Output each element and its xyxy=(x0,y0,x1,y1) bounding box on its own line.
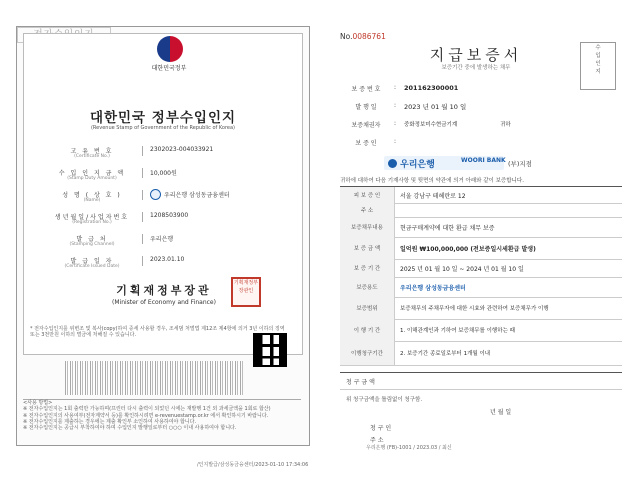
field-sublabel: (Name) xyxy=(83,198,101,203)
table-value: 서울 강남구 테헤란로 12 xyxy=(400,193,466,200)
claim-note: 위 청구금액을 틀림없이 청구함. xyxy=(346,397,423,403)
guarantee-subtitle: 보증기간 중에 발생하는 채무 xyxy=(441,65,511,71)
field-value: 1208503900 xyxy=(150,212,189,219)
divider xyxy=(142,212,143,222)
colon: : xyxy=(394,138,397,145)
usage-instructions xyxy=(23,399,301,440)
table-label: 보증범위 xyxy=(340,297,395,319)
branch-note: (부)지점 xyxy=(508,160,532,168)
field-registration-no xyxy=(46,210,286,228)
field-label: 수 입 인 지 금 액 xyxy=(58,170,126,177)
divider xyxy=(142,256,143,266)
field-stamp-amount xyxy=(46,166,286,184)
table-row xyxy=(340,319,622,342)
field-name xyxy=(46,188,286,206)
field-issued-date xyxy=(46,254,286,272)
revenue-stamp-document xyxy=(16,26,310,468)
claim-header: 청 구 금 액 xyxy=(346,379,375,386)
table-row xyxy=(340,297,622,320)
doc-no-value: 0086761 xyxy=(352,32,386,41)
field-value: 2023.01.10 xyxy=(150,256,185,263)
claim-section xyxy=(340,372,622,455)
usage-line: ※ 전자수입인지의 사용여부(전자계약서 등)를 확인하시려면 e-revenuestamp.or.kr 에서 확인하시기 바랍니다. xyxy=(23,412,269,419)
revenue-stamp-box xyxy=(580,42,616,90)
bank-mark-icon xyxy=(150,189,161,200)
row-extra: 귀하 xyxy=(500,122,511,128)
field-label: 발 급 처 xyxy=(76,236,108,243)
table-row xyxy=(340,217,622,238)
field-sublabel: (Stamp Duty Amount) xyxy=(67,176,117,181)
table-label: 이행청구기간 xyxy=(340,341,395,365)
government-emblem-icon xyxy=(157,36,183,62)
ministry-name: 기획재정부장관 xyxy=(116,284,212,297)
field-value: 2302023-004033921 xyxy=(150,146,214,153)
table-value: 1. 이해관계인과 기하여 보증채무를 이행하는 때 xyxy=(400,328,515,334)
bank-name-en: WOORI BANK xyxy=(461,157,506,164)
claim-address-label: 주 소 xyxy=(370,437,384,444)
table-row xyxy=(340,187,622,204)
divider xyxy=(142,146,143,156)
table-label: 보증용도 xyxy=(340,277,395,297)
table-label: 보 증 기 간 xyxy=(340,259,395,277)
field-sublabel: (Certificate No.) xyxy=(74,154,110,159)
usage-title: <사용 방법> xyxy=(23,400,53,406)
usage-line: ※ 전자수입인지를 제출하는 경우에는 제출 확인부 소인하여 사용하여야 합니다. xyxy=(23,418,197,425)
divider xyxy=(142,234,143,244)
row-label: 보 증 인 xyxy=(355,140,377,147)
field-value: 우리은행 삼성동금융센터 xyxy=(164,192,230,199)
table-label: 주 소 xyxy=(340,203,395,217)
document-number xyxy=(340,32,386,41)
table-value: 2025 년 01 월 10 일 ~ 2024 년 01 월 10 일 xyxy=(400,266,524,273)
table-row xyxy=(340,341,622,366)
print-footer: /인지발급/삼성동금융센터/2023-01-10 17:34:06 xyxy=(197,462,309,468)
notice-line: 또는 3천만원 이하의 벌금에 처해질 수 있습니다. xyxy=(30,332,137,339)
table-label: 피 보 증 인 xyxy=(340,187,395,203)
ministry-name-en: (Minister of Economy and Finance) xyxy=(112,299,216,306)
claim-name-label: 청 구 인 xyxy=(370,425,392,432)
stamp-box-char: 인 xyxy=(595,61,601,67)
row-label: 보 증 번 호 xyxy=(351,86,381,93)
field-label: 발 급 일 자 xyxy=(70,258,114,265)
field-certificate-no xyxy=(46,144,286,162)
divider xyxy=(340,389,622,390)
colon: : xyxy=(394,120,397,127)
field-label: 고 유 번 호 xyxy=(70,148,114,155)
row-label: 발 행 일 xyxy=(355,104,377,111)
table-value: 2. 보증기간 종료일로부터 1개월 이내 xyxy=(400,351,491,357)
official-seal: 기획재정부장관인 xyxy=(231,277,261,307)
table-row xyxy=(340,277,622,298)
stamp-box-char: 지 xyxy=(595,69,601,75)
notice-line: * 전자수입인지를 위변조 및 복사(copy)하여 증세 사용할 경우, 조세범 처벌법 제12조 제4항에 의거 3년 이하의 징역 xyxy=(30,326,285,332)
field-sublabel: (Certificate Issued Date) xyxy=(64,264,120,269)
field-value: 우리은행 xyxy=(150,236,174,243)
row-value: 2023 년 01 월 10 일 xyxy=(404,103,467,111)
claim-date: 년 월 일 xyxy=(490,409,512,416)
field-value: 10,000원 xyxy=(150,170,177,177)
form-footer: 우리은행 (FB)-1001 / 2023.03 / 최신 xyxy=(366,445,452,451)
stamp-box-char: 입 xyxy=(595,53,601,59)
payment-guarantee-document xyxy=(326,26,626,456)
divider xyxy=(142,190,143,200)
table-value: 보증채무의 주채무자에 대한 시효와 관련하여 보증채무가 이행 xyxy=(400,306,549,312)
usage-line: ※ 전자수입인지는 공급시 부착하여야 하며 수입인지 발행일로부터 ○○○ 이내 사용하여야 합니다. xyxy=(23,425,237,431)
field-label: 성 명 ( 상 호 ) xyxy=(62,192,122,199)
table-row xyxy=(340,237,622,260)
field-label: 생년월일/사업자번호 xyxy=(54,214,130,221)
table-value: 현금구매계약에 대한 환급 채무 보증 xyxy=(400,225,495,232)
row-label: 보증채권자 xyxy=(351,122,381,129)
field-sublabel: (Registration No.) xyxy=(72,220,112,225)
page-subtitle: (Revenue Stamp of Government of the Republic of Korea) xyxy=(90,125,236,131)
table-row xyxy=(340,259,622,278)
field-sublabel: (Stamping Channel) xyxy=(69,242,115,247)
row-value: 201162300001 xyxy=(404,84,459,92)
qr-code xyxy=(253,333,287,367)
security-pattern xyxy=(65,361,243,395)
guarantee-preamble: 귀하에 대하여 다음 기재사항 및 뒷면의 약관에 의거 아래와 같이 보증합니다. xyxy=(340,178,524,184)
emblem-caption: 대한민국정부 xyxy=(151,65,187,72)
colon: : xyxy=(394,84,397,91)
table-label: 이 행 기 간 xyxy=(340,319,395,341)
guarantee-table xyxy=(340,186,622,367)
field-stamping-channel xyxy=(46,232,286,250)
table-value: 일억원 ₩100,000,000 (전보증일시세환급 발생) xyxy=(400,246,536,253)
table-value: 우리은행 삼성동금융센터 xyxy=(400,285,466,292)
row-value: 중화정보미수현금기계 xyxy=(404,122,458,128)
table-label: 보증채무내용 xyxy=(340,217,395,237)
colon: : xyxy=(394,102,397,109)
guarantee-title: 지급보증서 xyxy=(429,46,523,64)
bank-logo-icon xyxy=(388,159,397,168)
page-title: 대한민국 정부수입인지 xyxy=(89,110,237,126)
table-row xyxy=(340,203,622,218)
stamp-certificate-panel xyxy=(23,33,303,355)
bank-name: 우리은행 xyxy=(400,160,435,170)
usage-line: ※ 전자수입인지는 1회 출력만 가능하며(프린터 다시 출력이 되었던 시에는 재발행 1건 외 과세금액을 1회로 합산) xyxy=(23,406,271,413)
table-label: 보 증 금 액 xyxy=(340,237,395,259)
divider xyxy=(142,168,143,178)
doc-no-label: No. xyxy=(340,32,353,41)
stamp-box-char: 수 xyxy=(595,45,601,51)
